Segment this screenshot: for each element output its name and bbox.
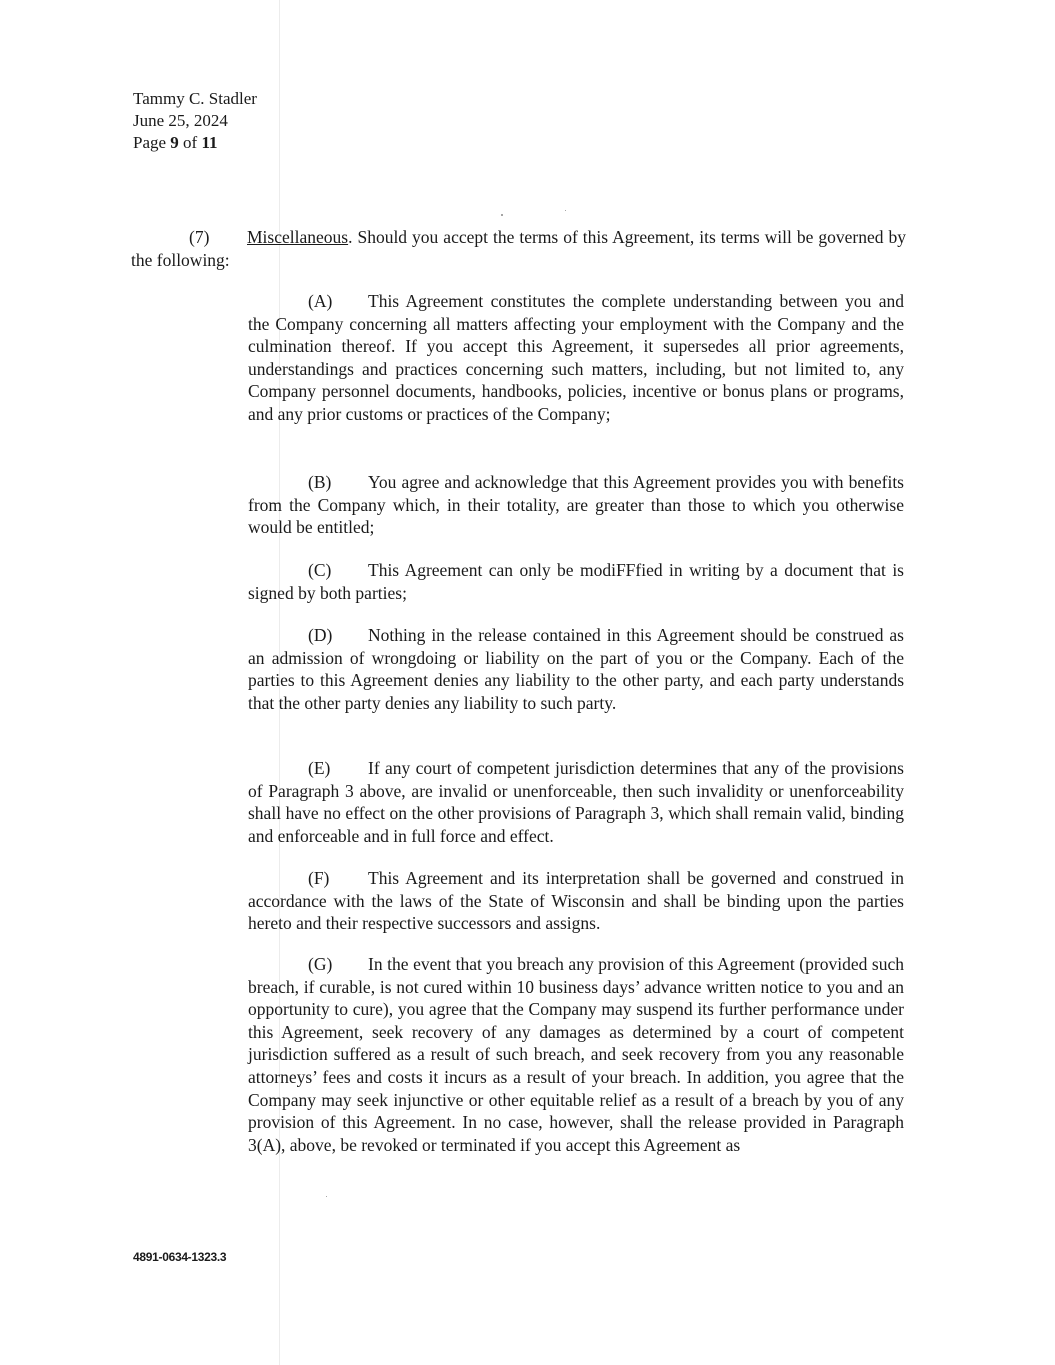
page-of: of [178, 133, 202, 152]
paragraph-text: This Agreement constitutes the complete understanding between you and the Company concerning all matters affecting your employment with the Company and the culmination thereof. If you accept this Agreement, it supersedes all prior agreements, understandings and practices concerning such matters, including, but not limited to, any Company personnel documents, handbooks, policies, incentive or bonus plans or programs, and any prior customs or practices of the Company; [248, 291, 904, 424]
paragraph-label: (F) [308, 868, 330, 888]
paragraph-e [248, 757, 904, 847]
paragraph-c [248, 559, 904, 604]
paragraph-label: (C) [308, 560, 332, 580]
paragraph-a [248, 290, 904, 426]
paragraph-text: Nothing in the release contained in this Agreement should be construed as an admission of wrongdoing or liability on the part of you or the Company. Each of the parties to this Agreement denies any liability to the other party, and each party understands that the other party denies any liability to such party. [248, 625, 904, 713]
scan-speck [326, 1196, 327, 1197]
recipient-name: Tammy C. Stadler [133, 89, 257, 108]
letter-date: June 25, 2024 [133, 111, 228, 130]
section-7-intro [131, 226, 906, 271]
paragraph-g [248, 953, 904, 1156]
paragraph-text: In the event that you breach any provision of this Agreement (provided such breach, if curable, is not cured within 10 business days’ advance written notice to you and an opportunity to cure), you agree that the Company may suspend its further performance under this Agreement, seek recovery of any damages as determined by a court of competent jurisdiction suffered as a result of such breach, and seek recovery from you any reasonable attorneys’ fees and costs it incurs as a result of your breach. In addition, you agree that the Company may seek injunctive or other equitable relief as a result of a breach by you of any provision of this Agreement. In no case, however, shall the release provided in Paragraph 3(A), above, be revoked or terminated if you accept this Agreement as [248, 954, 904, 1155]
paragraph-text: If any court of competent jurisdiction determines that any of the provisions of Paragraph 3 above, are invalid or unenforceable, then such invalidity or unenforceability shall have no effect on the other provisions of Paragraph 3, which shall remain valid, binding and enforceable and in full force and effect. [248, 758, 904, 846]
page-number: 9 [170, 133, 179, 152]
section-title: Miscellaneous [247, 227, 349, 247]
page-total: 11 [201, 133, 218, 152]
paragraph-f [248, 867, 904, 935]
paragraph-label: (G) [308, 954, 333, 974]
paragraph-text: This Agreement can only be modiFFfied in writing by a document that is signed by both parties; [248, 560, 904, 603]
document-id: 4891-0634-1323.3 [133, 1250, 227, 1264]
scan-speck [501, 214, 503, 216]
paragraph-d [248, 624, 904, 714]
section-intro-text: . Should you accept the terms of this Agreement, its terms will be governed by the following: [131, 227, 906, 270]
paragraph-label: (A) [308, 291, 333, 311]
letter-header [133, 88, 257, 154]
paragraph-label: (D) [308, 625, 333, 645]
paragraph-text: This Agreement and its interpretation shall be governed and construed in accordance with the laws of the State of Wisconsin and shall be binding upon the parties hereto and their respective successors and assigns. [248, 868, 904, 934]
paragraph-b [248, 471, 904, 539]
page-prefix: Page [133, 133, 171, 152]
paragraph-label: (E) [308, 758, 331, 778]
paragraph-text: You agree and acknowledge that this Agreement provides you with benefits from the Company which, in their totality, are greater than those to which you otherwise would be entitled; [248, 472, 904, 538]
page-indicator [133, 132, 257, 154]
section-number: (7) [189, 227, 210, 247]
scan-speck [565, 210, 566, 211]
paragraph-label: (B) [308, 472, 332, 492]
